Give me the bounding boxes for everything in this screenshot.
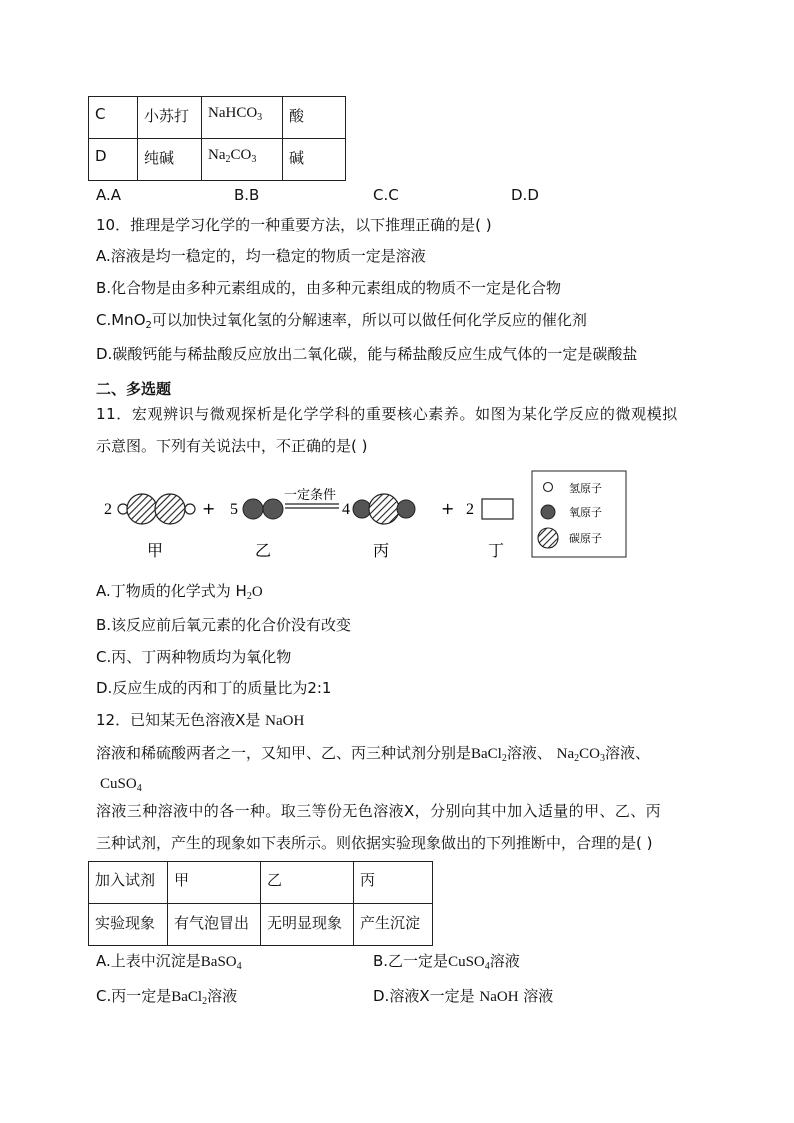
oxygen-atom [263,499,283,519]
q9-option-b[interactable]: B.B [234,186,260,204]
q12-stem-line3 [100,776,142,794]
formula-text: NaOH [479,989,519,1005]
table-row [89,97,346,139]
legend-hydrogen-icon [544,483,553,492]
q12-option-b[interactable] [373,950,520,972]
table-cell: 甲 [168,862,261,904]
table-row [89,904,433,946]
molecule-bing [353,494,415,524]
carbon-atom [127,494,157,524]
table-cell: C [89,97,138,139]
label-jia: 甲 [147,541,164,560]
table-cell: 加入试剂 [89,862,168,904]
q11-option-c[interactable]: C.丙、丁两种物质均为氧化物 [96,648,292,666]
legend-oxygen-icon [541,505,555,519]
hydrogen-atom [185,504,195,514]
formula-subscript: 2 [202,996,208,1007]
formula-text: CO [230,147,252,163]
q9-option-a[interactable]: A.A [96,186,122,204]
formula-text: CO [579,746,600,762]
reaction-diagram [95,470,635,562]
q9-option-c[interactable]: C.C [373,186,399,204]
option-text: D.溶液X一定是 [373,987,480,1005]
formula-subscript: 2 [501,753,507,764]
label-yi: 乙 [255,541,272,560]
formula-subscript: 4 [136,783,142,794]
legend-hydrogen-label: 氢原子 [569,482,602,495]
carbon-atom [369,494,399,524]
q10-stem: 10．推理是学习化学的一种重要方法，以下推理正确的是( ) [96,216,492,234]
stem-text: 溶液和稀硫酸两者之一，又知甲、乙、丙三种试剂分别是 [96,744,472,762]
table-cell: 乙 [261,862,354,904]
q12-option-d[interactable] [373,985,553,1006]
section-title: 二、多选题 [96,380,172,398]
coef-jia: 2 [104,501,112,518]
option-text: 可以加快过氧化氢的分解速率，所以可以做任何化学反应的催化剂 [151,311,587,329]
q11-option-b[interactable]: B.该反应前后氧元素的化合价没有改变 [96,616,352,634]
q11-option-a[interactable] [96,580,263,602]
formula-text: CuSO [448,954,485,970]
legend-oxygen-label: 氧原子 [569,506,602,519]
option-text: A.上表中沉淀是 [96,952,201,970]
option-text: B.乙一定是 [373,952,449,970]
table-cell [202,97,283,139]
table-cell: 纯碱 [138,139,202,181]
stem-text: 溶液、 [506,744,557,762]
formula-subscript: 4 [236,961,242,972]
option-text: 溶液 [518,987,554,1005]
option-text: C.丙一定是 [96,987,172,1005]
table-cell: 有气泡冒出 [168,904,261,946]
carbon-atom [155,494,185,524]
experiment-table [88,861,433,946]
formula-subscript: 2 [246,591,252,602]
table-row [89,862,433,904]
option-text: A.丁物质的化学式为 H [96,582,247,600]
oxygen-atom [353,500,371,518]
formula-subscript: 3 [599,753,605,764]
legend-carbon-label: 碳原子 [569,532,602,545]
q10-option-a[interactable]: A.溶液是均一稳定的，均一稳定的物质一定是溶液 [96,247,426,265]
formula-subscript: 3 [251,154,257,165]
option-text: C.MnO [96,311,146,329]
table-cell: 产生沉淀 [354,904,433,946]
q12-option-a[interactable] [96,950,242,972]
reaction-condition: 一定条件 [284,488,337,503]
q11-stem-line2: 示意图。下列有关说法中，不正确的是( ) [96,437,368,455]
oxygen-atom [243,499,263,519]
q11-option-d[interactable]: D.反应生成的丙和丁的质量比为2:1 [96,679,332,697]
table-cell: 无明显现象 [261,904,354,946]
q12-stem-line5: 三种试剂，产生的现象如下表所示。则依据实验现象做出的下列推断中，合理的是( ) [96,834,653,852]
q11-stem-line1: 11．宏观辨识与微观探析是化学学科的重要核心素养。如图为某化学反应的微观模拟 [96,405,678,423]
formula-text: NaOH [265,713,305,729]
q12-stem-line1 [96,709,304,730]
label-ding: 丁 [488,541,505,560]
option-text: 溶液 [489,952,520,970]
coef-bing: 4 [342,501,350,518]
formula-subscript: 3 [257,112,263,123]
plus-sign: + [202,499,216,518]
q10-option-b[interactable]: B.化合物是由多种元素组成的，由多种元素组成的物质不一定是化合物 [96,279,562,297]
formula-subscript: 2 [145,320,152,331]
q9-option-d[interactable]: D.D [511,186,539,204]
label-bing: 丙 [373,541,390,560]
legend-carbon-icon [538,528,558,548]
plus-sign: + [441,499,455,518]
formula-text: CuSO [100,776,137,792]
top-answer-table [88,96,346,181]
molecule-yi [243,499,283,519]
table-cell: D [89,139,138,181]
table-cell: 酸 [283,97,346,139]
option-text: 溶液 [207,987,238,1005]
formula-subscript: 4 [484,961,490,972]
table-cell: 小苏打 [138,97,202,139]
formula-subscript: 2 [574,753,580,764]
q12-stem-line4: 溶液三种溶液中的各一种。取三等份无色溶液X，分别向其中加入适量的甲、乙、丙 [96,802,662,820]
q12-option-c[interactable] [96,985,237,1007]
molecule-jia [118,494,195,524]
formula-text: NaHCO [208,105,258,121]
formula-text: Na [208,147,226,163]
table-cell [202,139,283,181]
option-text: O [251,584,263,600]
stem-text: 12．已知某无色溶液X是 [96,711,266,729]
q10-option-c[interactable] [96,309,587,331]
coef-ding: 2 [466,501,474,518]
table-row [89,139,346,181]
oxygen-atom [397,500,415,518]
coef-yi: 5 [230,501,238,518]
q12-stem-line2 [96,742,650,764]
formula-subscript: 2 [225,154,231,165]
formula-text: Na [556,746,575,762]
formula-text: BaCl [171,989,203,1005]
table-cell: 实验现象 [89,904,168,946]
formula-text: BaCl [471,746,502,762]
stem-text: 溶液、 [604,744,650,762]
formula-text: BaSO [200,954,237,970]
table-cell: 碱 [283,139,346,181]
table-cell: 丙 [354,862,433,904]
unknown-molecule-box [482,499,513,519]
q10-option-d[interactable]: D.碳酸钙能与稀盐酸反应放出二氧化碳，能与稀盐酸反应生成气体的一定是碳酸盐 [96,345,638,363]
